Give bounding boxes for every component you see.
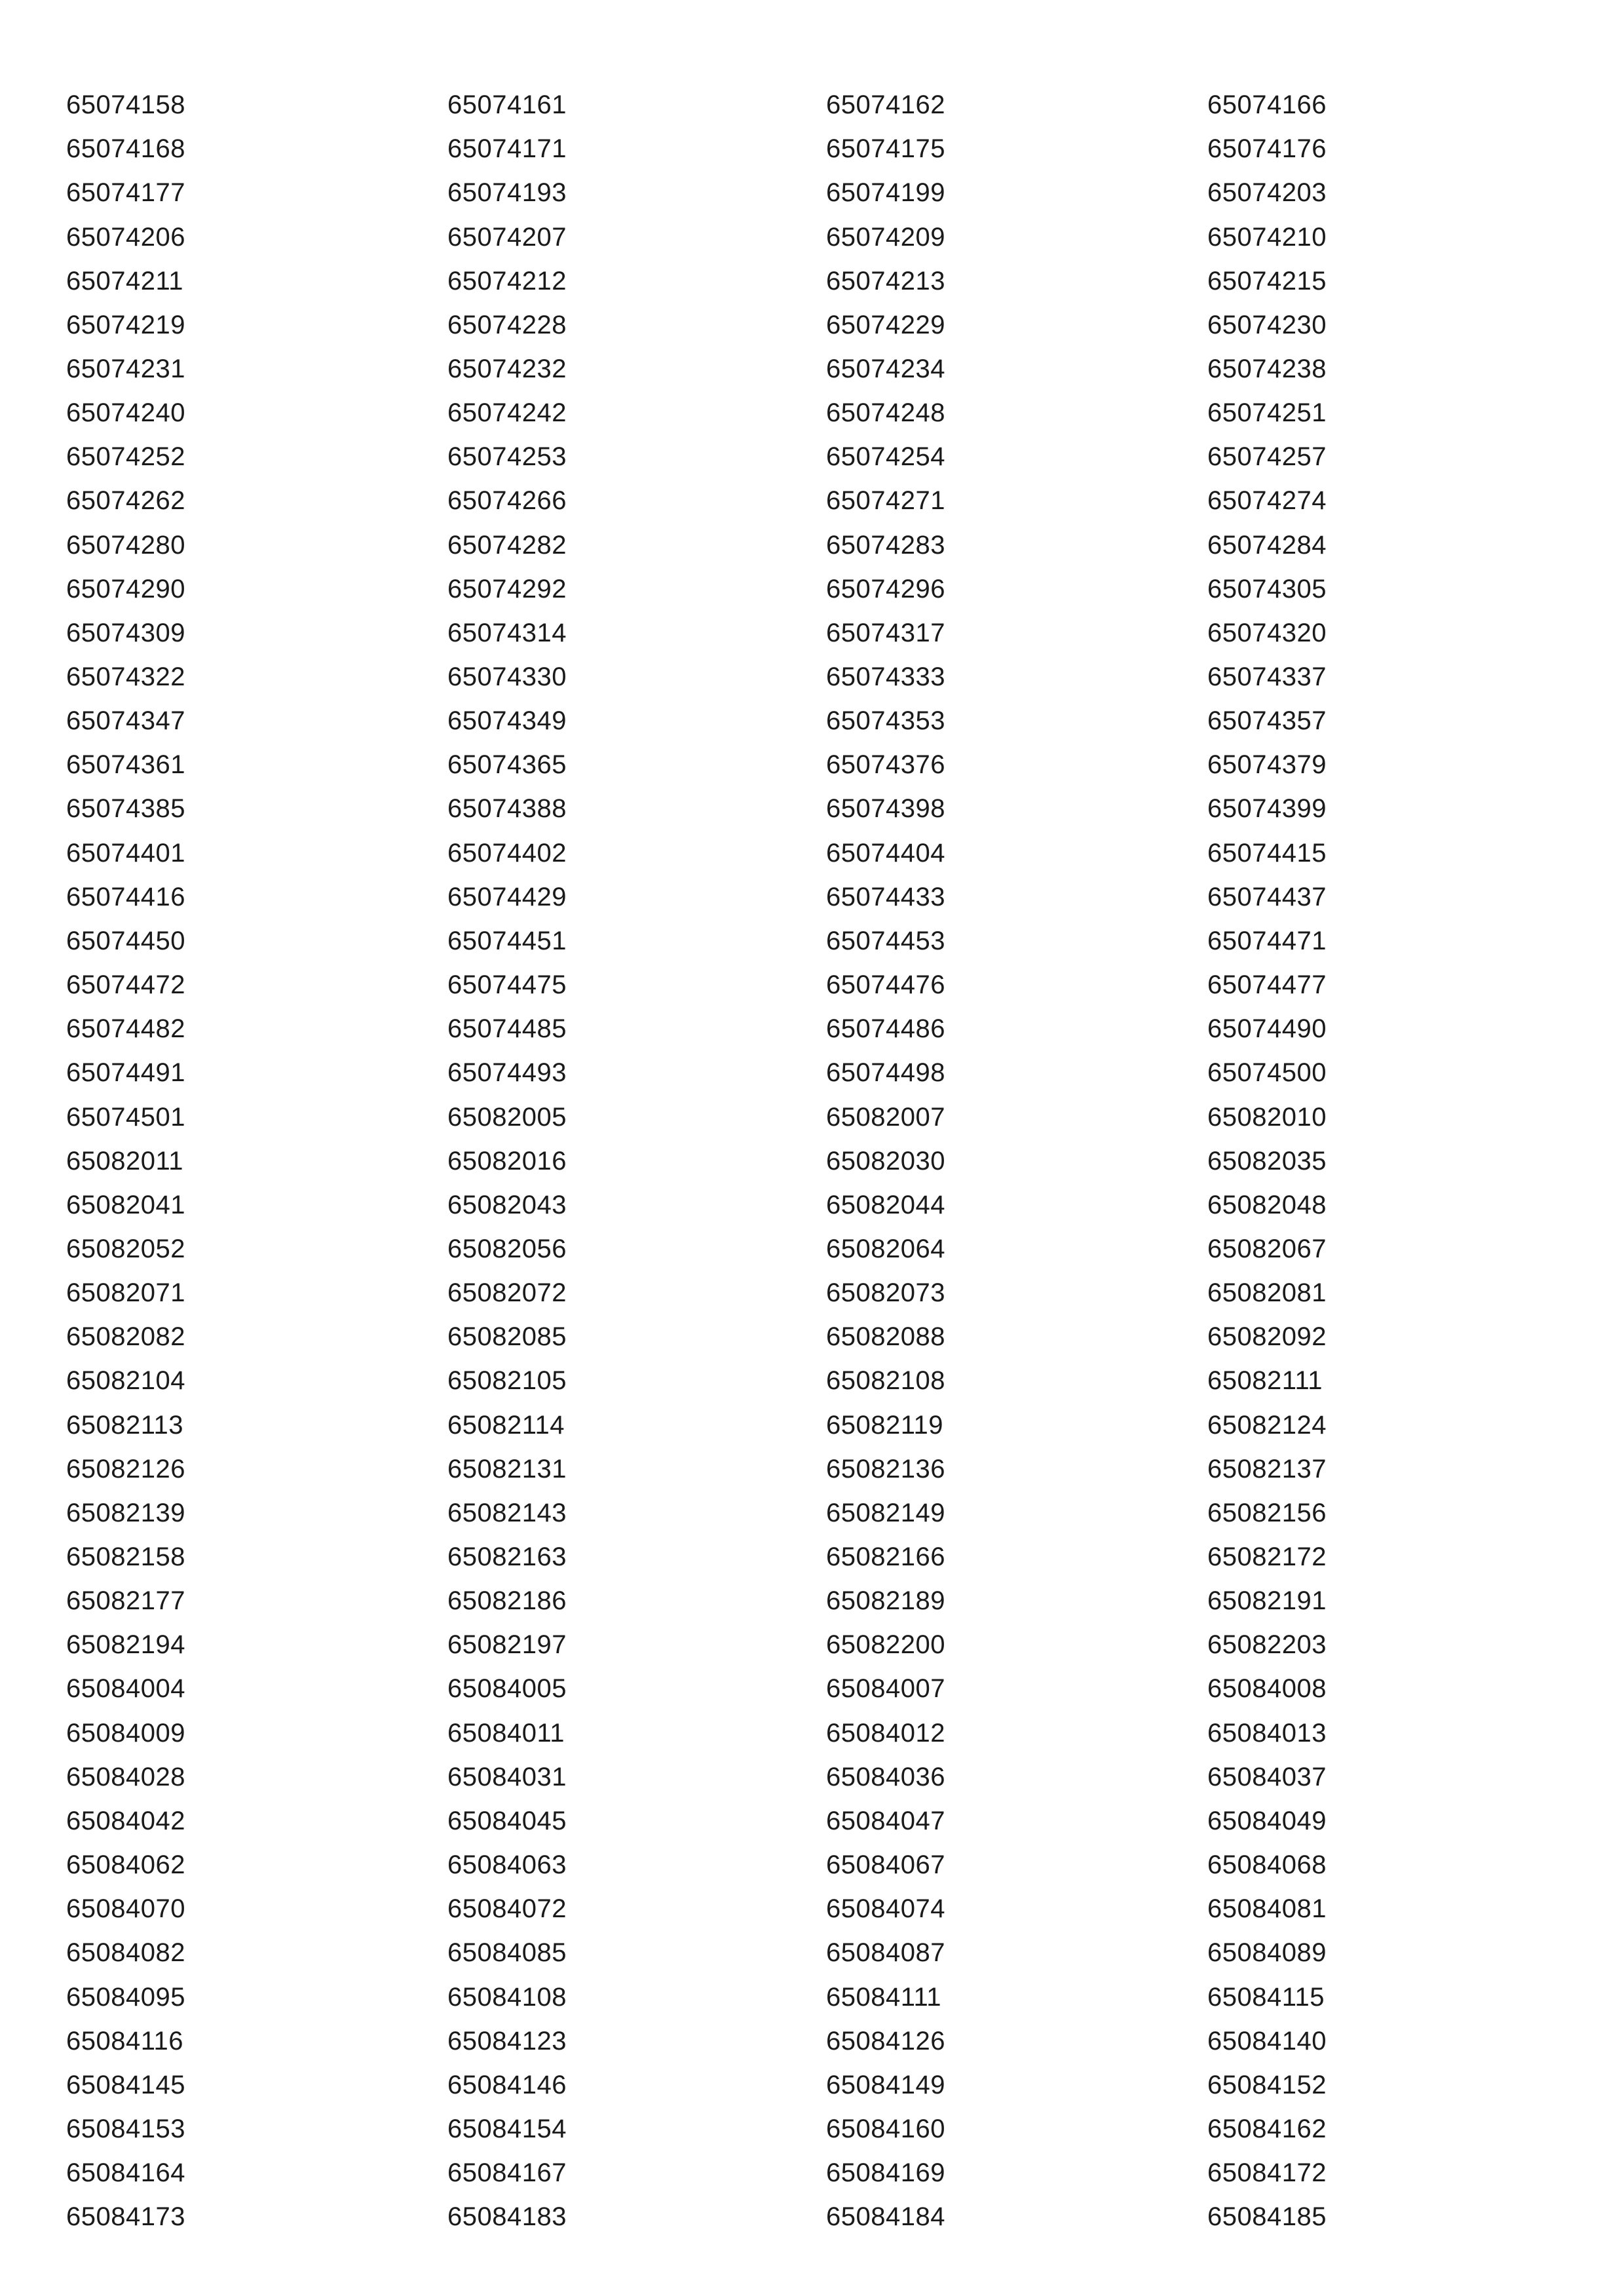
number-cell: 65082016 [447, 1146, 567, 1176]
number-cell: 65074451 [447, 926, 567, 955]
number-cell: 65074482 [66, 1014, 185, 1044]
table-row [0, 127, 1624, 171]
number-cell: 65074292 [447, 574, 567, 603]
number-cell: 65082126 [66, 1454, 185, 1483]
number-cell: 65074361 [66, 750, 185, 780]
table-row [0, 2195, 1624, 2239]
number-cell: 65074266 [447, 486, 567, 516]
number-cell: 65074347 [66, 706, 185, 736]
number-cell: 65074251 [1207, 398, 1327, 428]
number-cell: 65084126 [826, 2026, 945, 2056]
number-cell: 65074450 [66, 926, 185, 955]
table-row [0, 1976, 1624, 2019]
number-cell: 65074385 [66, 794, 185, 824]
number-cell: 65084062 [66, 1850, 185, 1879]
number-cell: 65074401 [66, 838, 185, 868]
number-cell: 65074437 [1207, 882, 1327, 911]
table-row [0, 1447, 1624, 1491]
number-cell: 65084047 [826, 1806, 945, 1835]
number-cell: 65084009 [66, 1718, 185, 1748]
number-cell: 65082010 [1207, 1102, 1327, 1132]
number-cell: 65084013 [1207, 1718, 1327, 1748]
number-cell: 65074232 [447, 354, 567, 383]
number-cell: 65074168 [66, 134, 185, 164]
table-row [0, 1931, 1624, 1975]
number-cell: 65074486 [826, 1014, 945, 1044]
number-cell: 65074209 [826, 222, 945, 252]
number-cell: 65074254 [826, 442, 945, 472]
table-row [0, 1051, 1624, 1095]
table-row [0, 1887, 1624, 1931]
number-cell: 65082156 [1207, 1498, 1327, 1527]
number-cell: 65084164 [66, 2158, 185, 2188]
number-cell: 65082200 [826, 1630, 945, 1660]
number-cell: 65082124 [1207, 1410, 1327, 1440]
number-cell: 65074240 [66, 398, 185, 428]
number-cell: 65084184 [826, 2202, 945, 2232]
table-row [0, 1535, 1624, 1579]
table-row [0, 524, 1624, 567]
table-row [0, 259, 1624, 303]
number-cell: 65082085 [447, 1322, 567, 1352]
number-cell: 65074274 [1207, 486, 1327, 516]
number-cell: 65082005 [447, 1102, 567, 1132]
number-cell: 65074415 [1207, 838, 1327, 868]
number-cell: 65074203 [1207, 178, 1327, 208]
number-cell: 65074500 [1207, 1058, 1327, 1088]
number-cell: 65084185 [1207, 2202, 1327, 2232]
number-cell: 65082137 [1207, 1454, 1327, 1483]
number-cell: 65074296 [826, 574, 945, 603]
number-cell: 65084067 [826, 1850, 945, 1879]
number-cell: 65074429 [447, 882, 567, 911]
number-cell: 65084005 [447, 1674, 567, 1704]
table-row [0, 2151, 1624, 2195]
number-cell: 65084116 [66, 2026, 183, 2056]
number-cell: 65082073 [826, 1278, 945, 1308]
number-cell: 65074472 [66, 970, 185, 999]
number-cell: 65082197 [447, 1630, 567, 1660]
number-cell: 65084068 [1207, 1850, 1327, 1879]
table-row [0, 1183, 1624, 1227]
number-cell: 65084012 [826, 1718, 945, 1748]
number-cell: 65082139 [66, 1498, 185, 1527]
number-cell: 65084146 [447, 2070, 567, 2099]
number-cell: 65074229 [826, 310, 945, 339]
number-cell: 65074491 [66, 1058, 185, 1088]
number-cell: 65074498 [826, 1058, 945, 1088]
number-cell: 65074176 [1207, 134, 1327, 164]
table-row [0, 1799, 1624, 1843]
number-cell: 65084036 [826, 1762, 945, 1791]
number-cell: 65082172 [1207, 1542, 1327, 1571]
number-cell: 65074262 [66, 486, 185, 516]
number-cell: 65074388 [447, 794, 567, 824]
number-cell: 65074309 [66, 618, 185, 647]
number-cell: 65074230 [1207, 310, 1327, 339]
number-cell: 65074238 [1207, 354, 1327, 383]
number-cell: 65074231 [66, 354, 185, 383]
table-row [0, 919, 1624, 963]
number-cell: 65074402 [447, 838, 567, 868]
table-row [0, 391, 1624, 435]
number-cell: 65074271 [826, 486, 945, 516]
number-cell: 65084123 [447, 2026, 567, 2056]
table-row [0, 567, 1624, 611]
number-cell: 65082108 [826, 1366, 945, 1396]
number-cell: 65084108 [447, 1982, 567, 2012]
number-cell: 65074475 [447, 970, 567, 999]
number-cell: 65074210 [1207, 222, 1327, 252]
number-cell: 65074162 [826, 90, 945, 119]
number-cell: 65074280 [66, 530, 185, 560]
table-row [0, 655, 1624, 699]
number-cell: 65074501 [66, 1102, 185, 1132]
table-row [0, 875, 1624, 919]
number-cell: 65074471 [1207, 926, 1327, 955]
number-cell: 65084111 [826, 1982, 942, 2012]
number-cell: 65082136 [826, 1454, 945, 1483]
table-row [0, 611, 1624, 655]
number-cell: 65074290 [66, 574, 185, 603]
number-cell: 65074493 [447, 1058, 567, 1088]
number-cell: 65074206 [66, 222, 185, 252]
table-row [0, 303, 1624, 347]
number-cell: 65082030 [826, 1146, 945, 1176]
number-cell: 65074253 [447, 442, 567, 472]
number-cell: 65082044 [826, 1190, 945, 1219]
number-cell: 65082092 [1207, 1322, 1327, 1352]
number-cell: 65082131 [447, 1454, 567, 1483]
number-cell: 65082064 [826, 1234, 945, 1263]
number-cell: 65074398 [826, 794, 945, 824]
table-row [0, 1096, 1624, 1139]
number-cell: 65084140 [1207, 2026, 1327, 2056]
number-cell: 65084154 [447, 2114, 567, 2143]
number-cell: 65082067 [1207, 1234, 1327, 1263]
number-cell: 65082072 [447, 1278, 567, 1308]
number-cell: 65084089 [1207, 1938, 1327, 1968]
number-cell: 65082149 [826, 1498, 945, 1527]
number-cell: 65084145 [66, 2070, 185, 2099]
number-cell: 65074379 [1207, 750, 1327, 780]
number-cell: 65074349 [447, 706, 567, 736]
table-row [0, 832, 1624, 875]
number-cell: 65084007 [826, 1674, 945, 1704]
number-cell: 65084153 [66, 2114, 185, 2143]
number-cell: 65082088 [826, 1322, 945, 1352]
number-cell: 65084172 [1207, 2158, 1327, 2188]
number-cell: 65082056 [447, 1234, 567, 1263]
number-cell: 65074177 [66, 178, 185, 208]
number-cell: 65084070 [66, 1894, 185, 1924]
number-cell: 65084074 [826, 1894, 945, 1924]
number-cell: 65084004 [66, 1674, 185, 1704]
number-cell: 65074416 [66, 882, 185, 911]
number-cell: 65084115 [1207, 1982, 1325, 2012]
number-cell: 65074212 [447, 266, 567, 296]
table-row [0, 1227, 1624, 1271]
number-cell: 65074365 [447, 750, 567, 780]
number-cell: 65074485 [447, 1014, 567, 1044]
number-cell: 65082203 [1207, 1630, 1327, 1660]
number-cell: 65084028 [66, 1762, 185, 1791]
table-row [0, 699, 1624, 743]
number-cell: 65074376 [826, 750, 945, 780]
number-cell: 65082035 [1207, 1146, 1327, 1176]
table-row [0, 1667, 1624, 1711]
number-cell: 65084095 [66, 1982, 185, 2012]
number-cell: 65074476 [826, 970, 945, 999]
number-cell: 65084042 [66, 1806, 185, 1835]
table-row [0, 2019, 1624, 2063]
number-cell: 65074234 [826, 354, 945, 383]
table-row [0, 1579, 1624, 1623]
table-row [0, 1755, 1624, 1799]
number-cell: 65084011 [447, 1718, 565, 1748]
table-row [0, 435, 1624, 479]
number-cell: 65074333 [826, 662, 945, 691]
table-row [0, 2107, 1624, 2151]
number-cell: 65082041 [66, 1190, 185, 1219]
number-cell: 65074490 [1207, 1014, 1327, 1044]
number-cell: 65074175 [826, 134, 945, 164]
number-cell: 65074242 [447, 398, 567, 428]
table-row [0, 787, 1624, 831]
number-cell: 65082081 [1207, 1278, 1327, 1308]
number-cell: 65074284 [1207, 530, 1327, 560]
number-cell: 65084167 [447, 2158, 567, 2188]
number-cell: 65074357 [1207, 706, 1327, 736]
number-cell: 65084072 [447, 1894, 567, 1924]
number-cell: 65082163 [447, 1542, 567, 1571]
number-cell: 65084152 [1207, 2070, 1327, 2099]
number-cell: 65074211 [66, 266, 183, 296]
number-cell: 65084037 [1207, 1762, 1327, 1791]
number-cell: 65074330 [447, 662, 567, 691]
number-cell: 65074282 [447, 530, 567, 560]
number-cell: 65074219 [66, 310, 185, 339]
number-cell: 65074252 [66, 442, 185, 472]
number-cell: 65074213 [826, 266, 945, 296]
number-cell: 65082104 [66, 1366, 185, 1396]
number-cell: 65082113 [66, 1410, 183, 1440]
number-cell: 65084169 [826, 2158, 945, 2188]
number-cell: 65074199 [826, 178, 945, 208]
number-cell: 65084173 [66, 2202, 185, 2232]
number-cell: 65074399 [1207, 794, 1327, 824]
number-cell: 65074171 [447, 134, 567, 164]
number-cell: 65082114 [447, 1410, 565, 1440]
number-cell: 65082043 [447, 1190, 567, 1219]
number-cell: 65074404 [826, 838, 945, 868]
number-cell: 65082158 [66, 1542, 185, 1571]
number-cell: 65074317 [826, 618, 945, 647]
number-cell: 65074193 [447, 178, 567, 208]
number-cell: 65082119 [826, 1410, 943, 1440]
number-cell: 65084160 [826, 2114, 945, 2143]
number-cell: 65084087 [826, 1938, 945, 1968]
number-cell: 65082007 [826, 1102, 945, 1132]
number-cell: 65074166 [1207, 90, 1327, 119]
number-cell: 65082191 [1207, 1586, 1327, 1616]
number-cell: 65074353 [826, 706, 945, 736]
number-cell: 65074320 [1207, 618, 1327, 647]
number-cell: 65082189 [826, 1586, 945, 1616]
table-row [0, 2063, 1624, 2107]
number-cell: 65074337 [1207, 662, 1327, 691]
number-cell: 65074158 [66, 90, 185, 119]
table-row [0, 1623, 1624, 1667]
table-row [0, 1359, 1624, 1403]
table-row [0, 1271, 1624, 1315]
table-row [0, 963, 1624, 1007]
number-cell: 65074322 [66, 662, 185, 691]
number-cell: 65084008 [1207, 1674, 1327, 1704]
table-row [0, 1315, 1624, 1359]
table-row [0, 479, 1624, 523]
number-cell: 65082186 [447, 1586, 567, 1616]
table-row [0, 83, 1624, 127]
table-row [0, 1843, 1624, 1887]
number-cell: 65074453 [826, 926, 945, 955]
number-cell: 65074283 [826, 530, 945, 560]
number-cell: 65074248 [826, 398, 945, 428]
table-row [0, 1491, 1624, 1535]
number-cell: 65082105 [447, 1366, 567, 1396]
number-cell: 65082048 [1207, 1190, 1327, 1219]
table-row [0, 171, 1624, 215]
number-cell: 65084183 [447, 2202, 567, 2232]
table-row [0, 1139, 1624, 1183]
number-cell: 65084085 [447, 1938, 567, 1968]
number-cell: 65074215 [1207, 266, 1327, 296]
number-cell: 65074161 [447, 90, 567, 119]
number-cell: 65084162 [1207, 2114, 1327, 2143]
number-cell: 65074257 [1207, 442, 1327, 472]
number-cell: 65082143 [447, 1498, 567, 1527]
number-cell: 65074477 [1207, 970, 1327, 999]
number-cell: 65084149 [826, 2070, 945, 2099]
number-cell: 65084049 [1207, 1806, 1327, 1835]
number-cell: 65082082 [66, 1322, 185, 1352]
number-cell: 65084081 [1207, 1894, 1327, 1924]
table-row [0, 347, 1624, 391]
number-cell: 65082071 [66, 1278, 185, 1308]
number-cell: 65084063 [447, 1850, 567, 1879]
table-row [0, 216, 1624, 259]
number-cell: 65084082 [66, 1938, 185, 1968]
table-row [0, 743, 1624, 787]
table-row [0, 1404, 1624, 1447]
number-cell: 65074433 [826, 882, 945, 911]
table-row [0, 1007, 1624, 1051]
number-cell: 65082166 [826, 1542, 945, 1571]
table-row [0, 1712, 1624, 1755]
number-cell: 65084045 [447, 1806, 567, 1835]
number-cell: 65084031 [447, 1762, 567, 1791]
number-cell: 65074314 [447, 618, 567, 647]
number-cell: 65082052 [66, 1234, 185, 1263]
number-cell: 65074207 [447, 222, 567, 252]
number-cell: 65082011 [66, 1146, 183, 1176]
number-cell: 65082194 [66, 1630, 185, 1660]
number-cell: 65082177 [66, 1586, 185, 1616]
number-cell: 65082111 [1207, 1366, 1323, 1396]
number-cell: 65074305 [1207, 574, 1327, 603]
number-cell: 65074228 [447, 310, 567, 339]
